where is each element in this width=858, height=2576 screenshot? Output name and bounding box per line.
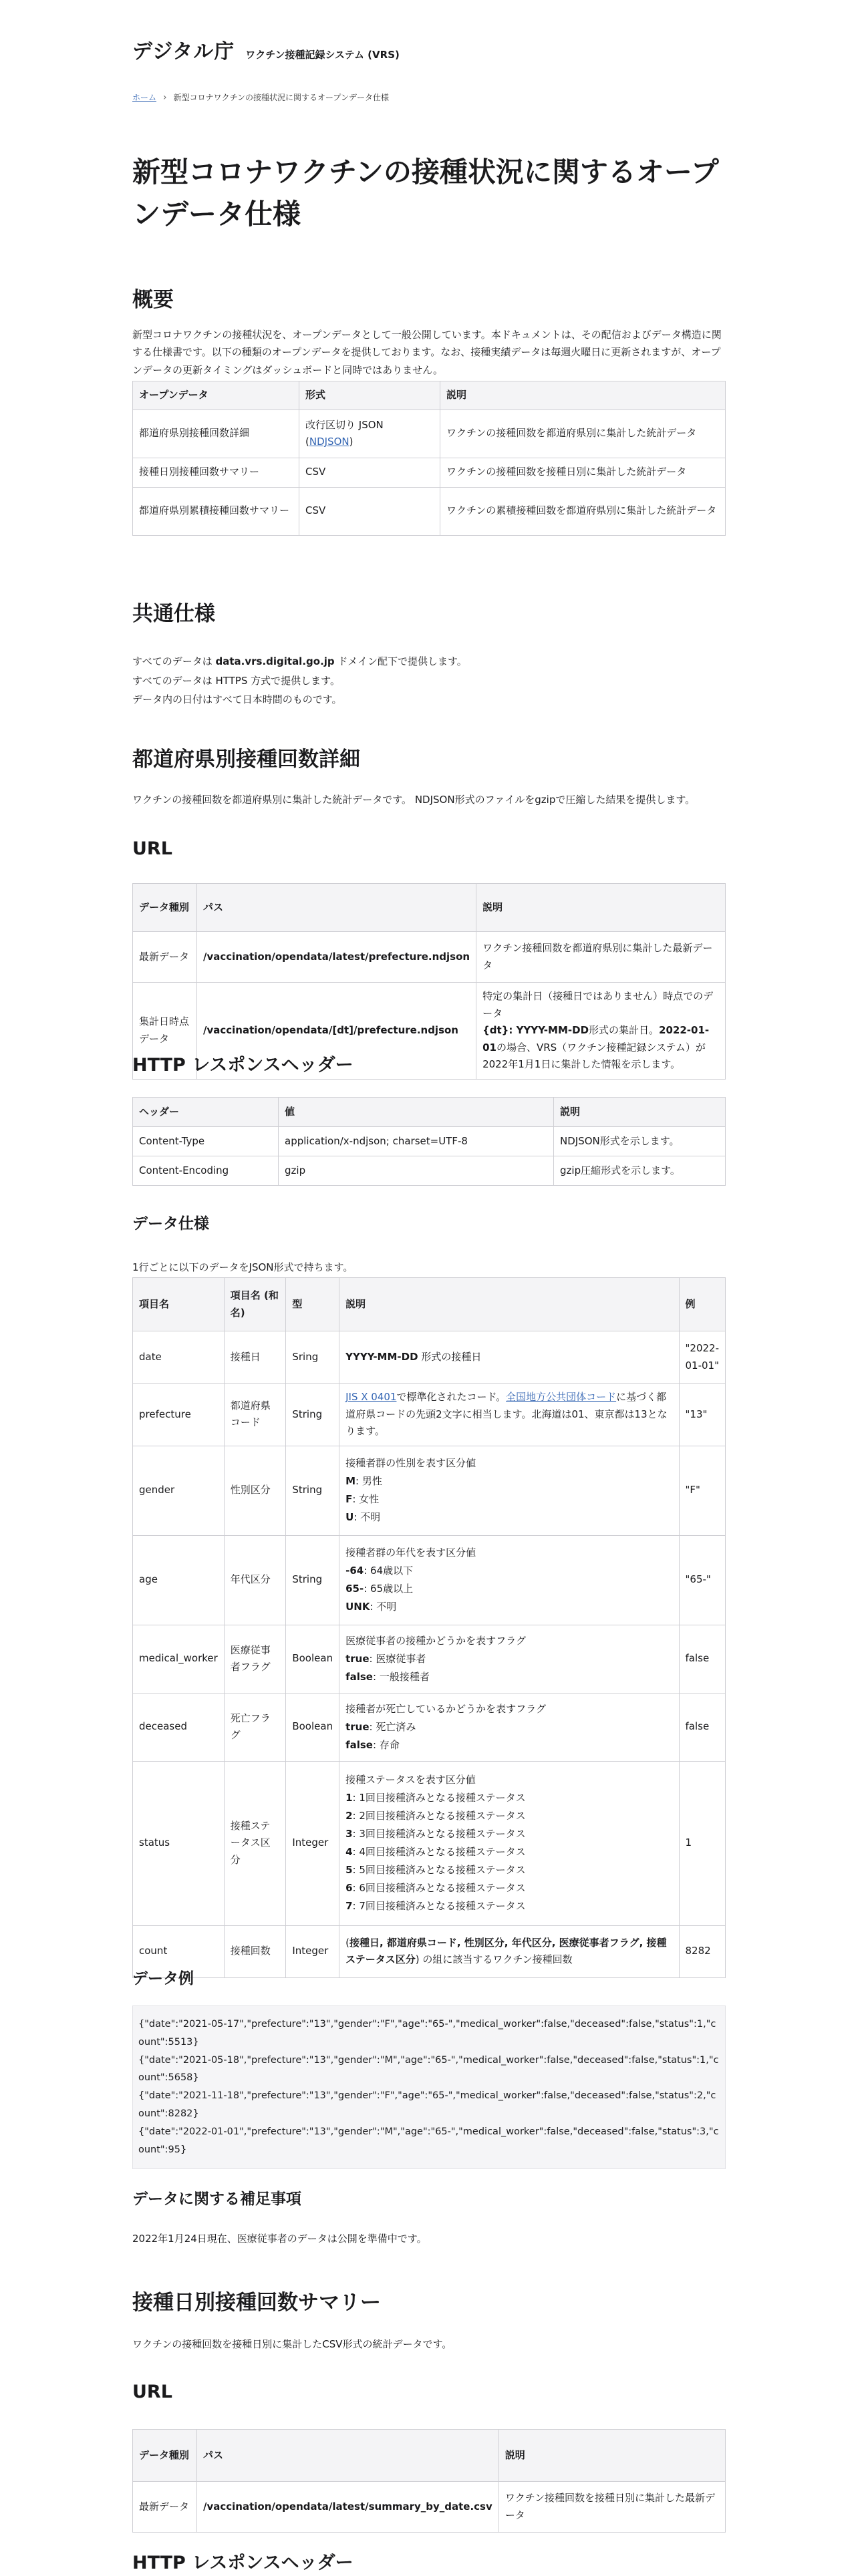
column-header: 説明 [554, 1098, 726, 1127]
item-value: : 4回目接種済みとなる接種ステータス [352, 1846, 526, 1858]
summary-heading: 接種日別接種回数サマリー [132, 2291, 381, 2315]
column-header: 説明 [498, 2430, 725, 2482]
cell-kind: 集計日時点データ [133, 983, 197, 1080]
item-value: : 不明 [353, 1511, 381, 1523]
table-row [133, 1625, 726, 1693]
desc-item [345, 1718, 672, 1736]
item-key: false [345, 1738, 373, 1751]
cell-desc: ワクチンの接種回数を都道府県別に集計した統計データ [440, 410, 726, 458]
table-header-row [133, 1098, 726, 1127]
cell-key: age [133, 1535, 225, 1625]
cell-type: Integer [286, 1761, 339, 1925]
cell-ja: 接種ステータス区分 [224, 1761, 286, 1925]
text: に基づく都道府県コードの先頭2文字に相当します。北海道は01、東京都は13となります。 [345, 1391, 668, 1437]
item-key: 6 [345, 1882, 353, 1894]
table-row [133, 1156, 726, 1186]
item-key: true [345, 1720, 370, 1733]
item-value: : 不明 [370, 1601, 397, 1613]
cell-example: "F" [679, 1446, 726, 1535]
cell-key: gender [133, 1446, 225, 1535]
chevron-right-icon: › [163, 92, 167, 103]
url-heading: URL [132, 838, 172, 859]
example-heading: データ例 [132, 1970, 194, 1987]
site-logo[interactable]: デジタル庁 [132, 40, 235, 63]
table-header-row [133, 2430, 726, 2482]
table-row [133, 410, 726, 458]
desc-item [345, 1807, 672, 1825]
cell-format: CSV [299, 458, 440, 487]
table-row [133, 1693, 726, 1761]
column-header: 例 [679, 1278, 726, 1331]
cell-key: count [133, 1925, 225, 1977]
item-key: -64 [345, 1565, 364, 1577]
table-row [133, 1127, 726, 1156]
prefecture-intro: ワクチンの接種回数を都道府県別に集計した統計データです。 NDJSON形式のファイルをgzipで圧縮した結果を提供します。 [132, 794, 696, 806]
text: ( [345, 1936, 349, 1949]
cell-example: "13" [679, 1384, 726, 1446]
cell-type: Sring [286, 1331, 339, 1384]
cell-desc [339, 1761, 679, 1925]
cell-desc [339, 1384, 679, 1446]
item-key: 4 [345, 1846, 353, 1858]
bold-text: 2022-01-01 [482, 1024, 710, 1054]
desc-head: 接種者が死亡しているかどうかを表すフラグ [345, 1702, 547, 1715]
table-row [133, 487, 726, 535]
example-line: {"date":"2021-05-17","prefecture":"13","gender":"F","age":"65-","medical_worker":false,"deceased":false,"status":1,"count":5513} [138, 2019, 716, 2048]
desc-item [345, 1598, 672, 1616]
format-text: 改行区切り JSON ( [305, 418, 384, 448]
cell-name: 都道府県別接種回数詳細 [133, 410, 299, 458]
cell-desc [339, 1535, 679, 1625]
cell-ja: 接種回数 [224, 1925, 286, 1977]
overview-text: 新型コロナワクチンの接種状況を、オープンデータとして一般公開しています。本ドキュメントは、その配信およびデータ構造に関する仕様書です。以下の種類のオープンデータを提供しております。なお、接種実績データは毎週火曜日に更新されますが、オープンデータの更新タイミングはダッシュボードと同時ではありません。 [132, 329, 722, 376]
column-header: オープンデータ [133, 381, 299, 410]
cell-header: Content-Encoding [133, 1156, 279, 1186]
item-key: 5 [345, 1864, 353, 1876]
cell-key: prefecture [133, 1384, 225, 1446]
cell-header: Content-Type [133, 1127, 279, 1156]
cell-path: /vaccination/opendata/latest/prefecture.ndjson [197, 932, 476, 983]
table-row [133, 1446, 726, 1535]
spec-heading: データ仕様 [132, 1215, 209, 1233]
cell-type: Integer [286, 1925, 339, 1977]
summary-url-table [132, 2429, 726, 2533]
notes-heading: データに関する補足事項 [132, 2191, 301, 2208]
text: で標準化されたコード。 [396, 1391, 507, 1403]
cell-desc: ワクチン接種回数を都道府県別に集計した最新データ [476, 932, 726, 983]
cell-path: /vaccination/opendata/[dt]/prefecture.ndjson [197, 983, 476, 1080]
breadcrumb-home-link[interactable]: ホーム [132, 92, 157, 102]
item-value: : 3回目接種済みとなる接種ステータス [352, 1828, 526, 1840]
cell-type: String [286, 1535, 339, 1625]
table-row [133, 458, 726, 487]
desc-item [345, 1668, 672, 1686]
desc-head: 接種ステータスを表す区分値 [345, 1774, 476, 1786]
cell-example: false [679, 1693, 726, 1761]
item-key: true [345, 1652, 370, 1665]
item-key: U [345, 1511, 354, 1523]
table-row [133, 1535, 726, 1625]
desc-item [345, 1508, 672, 1526]
column-header: 項目名 [133, 1278, 225, 1331]
table-row [133, 2482, 726, 2533]
common-line-2: すべてのデータは HTTPS 方式で提供します。 [132, 674, 340, 687]
cell-key: date [133, 1331, 225, 1384]
desc-item [345, 1825, 672, 1843]
cell-example: "65-" [679, 1535, 726, 1625]
desc-item [345, 1472, 672, 1490]
cell-example: 8282 [679, 1925, 726, 1977]
common-text [132, 652, 726, 709]
item-value: : 2回目接種済みとなる接種ステータス [352, 1810, 526, 1822]
desc-item [345, 1789, 672, 1807]
table-row [133, 1761, 726, 1925]
item-key: false [345, 1670, 373, 1683]
table-row [133, 1331, 726, 1384]
cell-type: String [286, 1384, 339, 1446]
column-header: 型 [286, 1278, 339, 1331]
spec-table [132, 1277, 726, 1978]
cell-desc: gzip圧縮形式を示します。 [554, 1156, 726, 1186]
page-title: 新型コロナワクチンの接種状況に関するオープンデータ仕様 [132, 156, 719, 230]
breadcrumb-current: 新型コロナワクチンの接種状況に関するオープンデータ仕様 [173, 92, 389, 102]
cell-key: medical_worker [133, 1625, 225, 1693]
column-header: 説明 [440, 381, 726, 410]
desc-item [345, 1562, 672, 1580]
cell-desc: ワクチンの接種回数を接種日別に集計した統計データ [440, 458, 726, 487]
cell-example: 1 [679, 1761, 726, 1925]
summary-url-heading: URL [132, 2382, 172, 2402]
desc-item [345, 1843, 672, 1861]
common-line-1 [132, 652, 726, 671]
column-header: パス [197, 884, 476, 932]
overview-table [132, 381, 726, 536]
cell-path: /vaccination/opendata/latest/summary_by_date.csv [197, 2482, 499, 2533]
cell-desc [339, 1625, 679, 1693]
cell-kind: 最新データ [133, 932, 197, 983]
data-example-block [132, 2005, 726, 2169]
common-heading: 共通仕様 [132, 602, 215, 626]
ndjson-link[interactable]: NDJSON [309, 436, 349, 448]
cell-desc: ワクチンの累積接種回数を都道府県別に集計した統計データ [440, 487, 726, 535]
bold-text: YYYY-MM-DD [345, 1350, 418, 1363]
cell-ja: 医療従事者フラグ [224, 1625, 286, 1693]
cell-name: 接種日別接種回数サマリー [133, 458, 299, 487]
example-line: {"date":"2022-01-01","prefecture":"13","gender":"M","age":"65-","medical_worker":false,"deceased":false,"status":3,"count":95} [138, 2126, 719, 2155]
text: 形式の集計日。 [589, 1024, 660, 1036]
desc-item [345, 1861, 672, 1879]
cell-type: String [286, 1446, 339, 1535]
cell-type: Boolean [286, 1625, 339, 1693]
item-value: : 64歳以下 [364, 1565, 414, 1577]
column-header: 形式 [299, 381, 440, 410]
item-key: UNK [345, 1601, 370, 1613]
item-value: : 5回目接種済みとなる接種ステータス [352, 1864, 526, 1876]
text: ) の組に該当するワクチン接種回数 [415, 1953, 573, 1965]
cell-kind: 最新データ [133, 2482, 197, 2533]
municipality-code-link[interactable]: 全国地方公共団体コード [506, 1391, 617, 1403]
desc-item [345, 1650, 672, 1668]
item-key: M [345, 1475, 356, 1487]
cell-example: "2022-01-01" [679, 1331, 726, 1384]
item-key: 3 [345, 1828, 353, 1840]
column-header: データ種別 [133, 2430, 197, 2482]
column-header: 値 [279, 1098, 554, 1127]
example-line: {"date":"2021-11-18","prefecture":"13","gender":"F","age":"65-","medical_worker":false,"deceased":false,"status":2,"count":8282} [138, 2090, 716, 2120]
item-key: 1 [345, 1792, 353, 1804]
item-value: : 存命 [373, 1738, 400, 1751]
text: ドメイン配下で提供します。 [334, 655, 467, 667]
system-name: ワクチン接種記録システム (VRS) [245, 49, 400, 61]
notes-text: 2022年1月24日現在、医療従事者のデータは公開を準備中です。 [132, 2233, 427, 2245]
cell-format [299, 410, 440, 458]
item-key: F [345, 1493, 353, 1505]
text: すべてのデータは [132, 655, 216, 667]
column-header: ヘッダー [133, 1098, 279, 1127]
jis-link[interactable]: JIS X 0401 [345, 1391, 397, 1403]
item-value: : 一般接種者 [373, 1670, 430, 1683]
cell-key: status [133, 1761, 225, 1925]
desc-item [345, 1736, 672, 1754]
bold-text: 接種日, 都道府県コード, 性別区分, 年代区分, 医療従事者フラグ, 接種ステータス区分 [345, 1936, 667, 1965]
overview-heading: 概要 [132, 288, 174, 312]
item-value: : 男性 [355, 1475, 382, 1487]
item-value: : 死亡済み [369, 1720, 416, 1733]
breadcrumb [132, 90, 726, 106]
item-value: : 医療従事者 [369, 1652, 426, 1665]
column-header: 項目名 (和名) [224, 1278, 286, 1331]
http-table [132, 1097, 726, 1186]
summary-intro: ワクチンの接種回数を接種日別に集計したCSV形式の統計データです。 [132, 2338, 452, 2350]
cell-value: application/x-ndjson; charset=UTF-8 [279, 1127, 554, 1156]
column-header: 説明 [476, 884, 726, 932]
http-heading: HTTP レスポンスヘッダー [132, 1055, 353, 1076]
cell-desc: ワクチン接種回数を接種日別に集計した最新データ [498, 2482, 725, 2533]
table-header-row [133, 884, 726, 932]
bold-text: {dt}: YYYY-MM-DD [482, 1024, 589, 1036]
url-table [132, 883, 726, 1080]
desc-item [345, 1490, 672, 1508]
desc-head: 接種者群の年代を表す区分値 [345, 1547, 476, 1559]
cell-ja: 死亡フラグ [224, 1693, 286, 1761]
cell-key: deceased [133, 1693, 225, 1761]
cell-name: 都道府県別累積接種回数サマリー [133, 487, 299, 535]
cell-ja: 年代区分 [224, 1535, 286, 1625]
column-header: データ種別 [133, 884, 197, 932]
cell-value: gzip [279, 1156, 554, 1186]
cell-example: false [679, 1625, 726, 1693]
column-header: パス [197, 2430, 499, 2482]
table-row [133, 932, 726, 983]
cell-ja: 性別区分 [224, 1446, 286, 1535]
prefecture-heading: 都道府県別接種回数詳細 [132, 748, 360, 772]
cell-desc [339, 1446, 679, 1535]
cell-desc [339, 1693, 679, 1761]
item-value: : 6回目接種済みとなる接種ステータス [352, 1882, 526, 1894]
desc-item [345, 1897, 672, 1915]
desc-item [345, 1879, 672, 1897]
item-key: 2 [345, 1810, 353, 1822]
table-header-row [133, 1278, 726, 1331]
item-value: : 女性 [352, 1493, 380, 1505]
item-value: : 1回目接種済みとなる接種ステータス [352, 1792, 526, 1804]
summary-http-heading: HTTP レスポンスヘッダー [132, 2553, 353, 2573]
format-text-end: ) [349, 436, 353, 448]
item-key: 65- [345, 1583, 364, 1595]
item-value: : 65歳以上 [364, 1583, 414, 1595]
table-header-row [133, 381, 726, 410]
desc-head: 接種者群の性別を表す区分値 [345, 1457, 476, 1469]
example-line: {"date":"2021-05-18","prefecture":"13","gender":"M","age":"65-","medical_worker":false,"deceased":false,"status":1,"count":5658} [138, 2054, 719, 2084]
cell-type: Boolean [286, 1693, 339, 1761]
cell-ja: 接種日 [224, 1331, 286, 1384]
cell-desc: NDJSON形式を示します。 [554, 1127, 726, 1156]
cell-format: CSV [299, 487, 440, 535]
text: 特定の集計日（接種日ではありません）時点でのデータ [482, 990, 714, 1019]
item-key: 7 [345, 1900, 353, 1912]
text: 形式の接種日 [418, 1350, 482, 1363]
table-row [133, 1384, 726, 1446]
cell-ja: 都道府県コード [224, 1384, 286, 1446]
text: の場合、VRS（ワクチン接種記録システム）が2022年1月1日に集計した情報を示します。 [482, 1041, 706, 1070]
domain-text: data.vrs.digital.go.jp [215, 655, 335, 667]
desc-item [345, 1580, 672, 1598]
site-header [132, 35, 726, 70]
column-header: 説明 [339, 1278, 679, 1331]
cell-desc [339, 1331, 679, 1384]
common-line-3: データ内の日付はすべて日本時間のものです。 [132, 693, 342, 705]
desc-head: 医療従事者の接種かどうかを表すフラグ [345, 1634, 527, 1647]
spec-intro: 1行ごとに以下のデータをJSON形式で持ちます。 [132, 1261, 353, 1273]
item-value: : 7回目接種済みとなる接種ステータス [352, 1900, 526, 1912]
